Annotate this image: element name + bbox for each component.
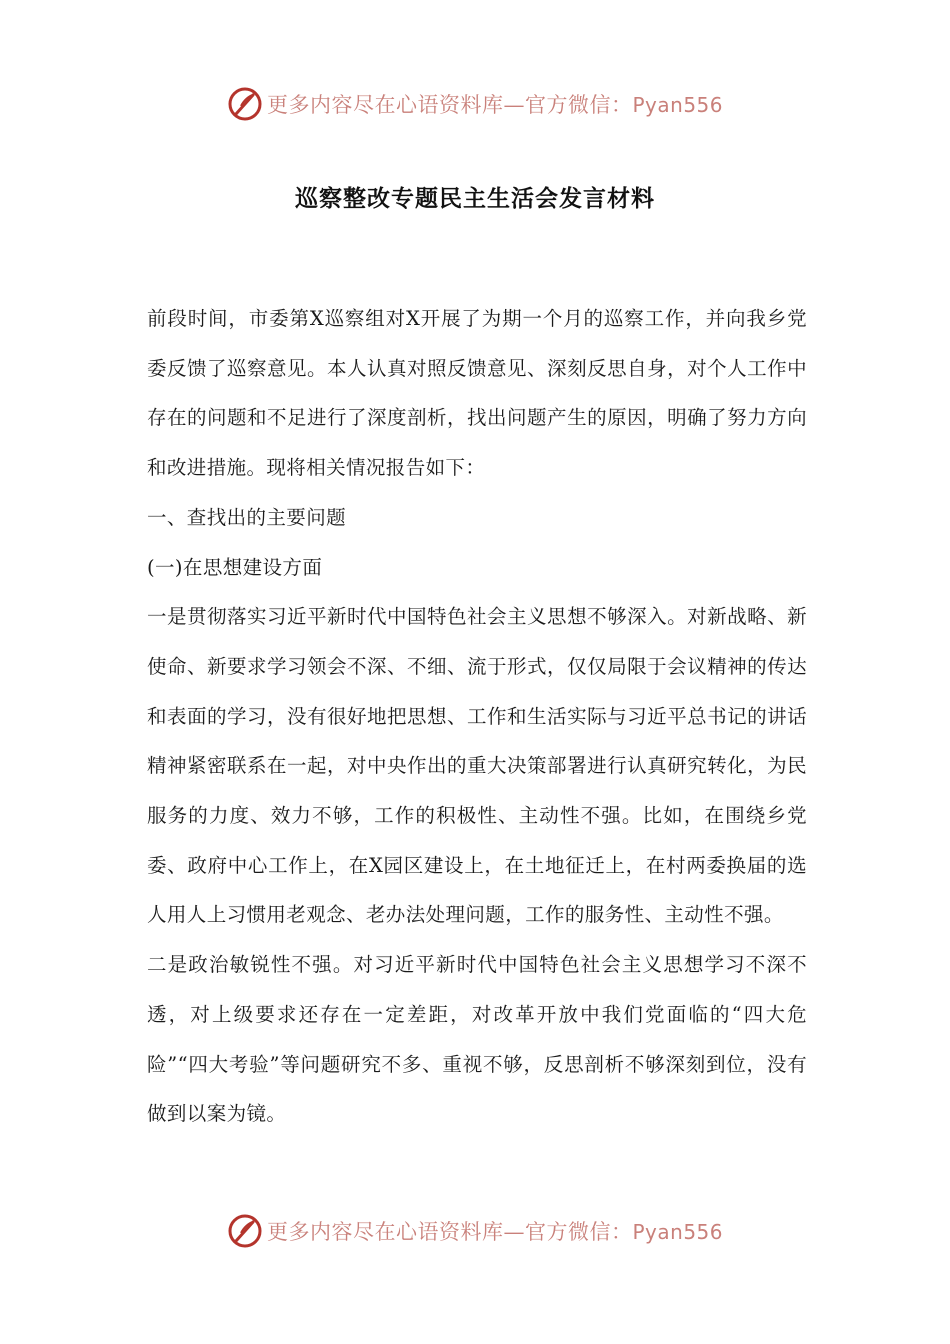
paragraph-point-1: 一是贯彻落实习近平新时代中国特色社会主义思想不够深入。对新战略、新使命、新要求学习领会不深、不细、流于形式，仅仅局限于会议精神的传达和表面的学习，没有很好地把思想、工作和生活实际与习近平总书记的讲话精神紧密联系在一起，对中央作出的重大决策部署进行认真研究转化，为民服务的力度、效力不够，工作的积极性、主动性不强。比如，在围绕乡党委、政府中心工作上，在X园区建设上，在土地征迁上，在村两委换届的选人用人上习惯用老观念、老办法处理问题，工作的服务性、主动性不强。 bbox=[147, 605, 807, 927]
watermark-text: 更多内容尽在心语资料库—官方微信： bbox=[266, 93, 633, 117]
quill-logo-icon bbox=[227, 1213, 263, 1249]
heading-subsection-1: (一)在思想建设方面 bbox=[147, 555, 323, 579]
heading-section-1: 一、查找出的主要问题 bbox=[147, 505, 347, 529]
watermark-banner-top bbox=[0, 84, 950, 124]
document-body bbox=[147, 294, 807, 1139]
paragraph-point-2: 二是政治敏锐性不强。对习近平新时代中国特色社会主义思想学习不深不透，对上级要求还存在一定差距，对改革开放中我们党面临的“四大危险”“四大考验”等问题研究不多、重视不够，反思剖析不够深刻到位，没有做到以案为镜。 bbox=[147, 953, 807, 1126]
quill-logo-icon bbox=[227, 86, 263, 122]
document-title: 巡察整改专题民主生活会发言材料 bbox=[295, 185, 655, 212]
watermark-banner-bottom bbox=[0, 1211, 950, 1251]
watermark-account: Pyan556 bbox=[632, 93, 723, 117]
paragraph-intro: 前段时间，市委第X巡察组对X开展了为期一个月的巡察工作，并向我乡党委反馈了巡察意见。本人认真对照反馈意见、深刻反思自身，对个人工作中存在的问题和不足进行了深度剖析，找出问题产生的原因，明确了努力方向和改进措施。现将相关情况报告如下： bbox=[147, 307, 807, 480]
watermark-account: Pyan556 bbox=[632, 1220, 723, 1244]
watermark-text: 更多内容尽在心语资料库—官方微信： bbox=[266, 1220, 633, 1244]
